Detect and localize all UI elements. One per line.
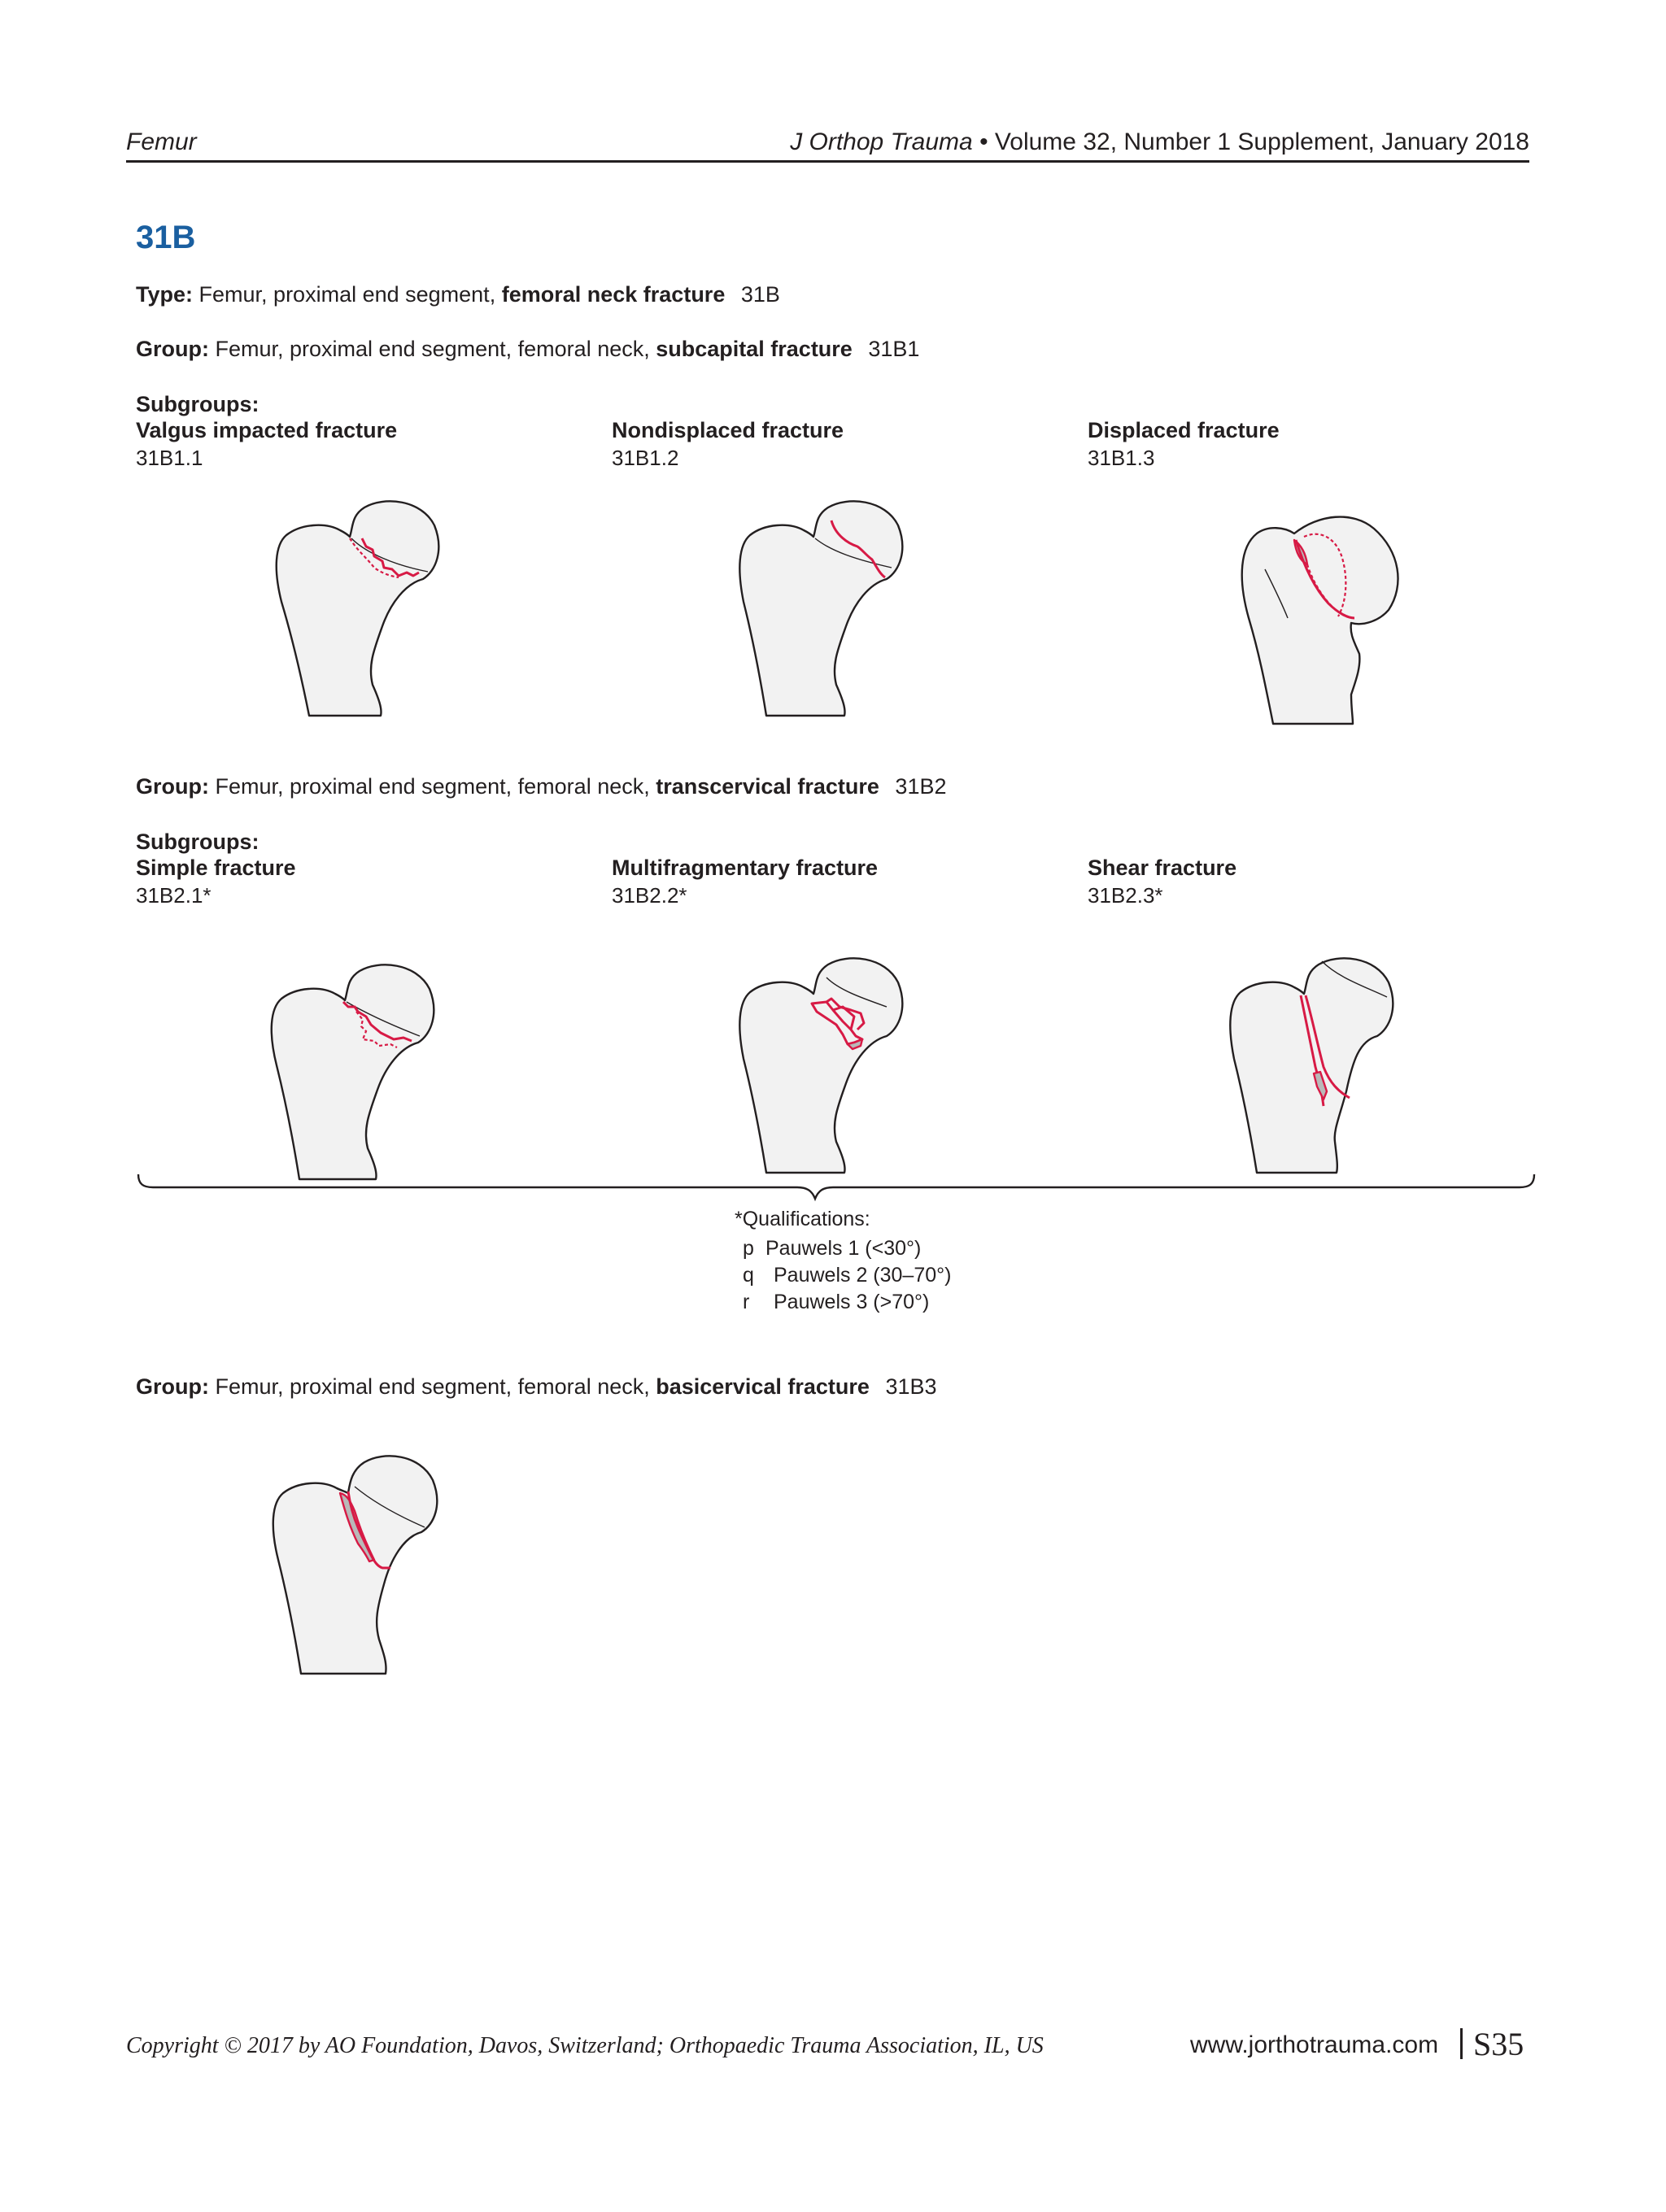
subgroup-code: 31B1.3 bbox=[1088, 446, 1155, 470]
running-header-journal bbox=[790, 128, 1529, 156]
femur-figure-31b2-3 bbox=[1200, 929, 1444, 1173]
section-title: 31B bbox=[136, 220, 196, 255]
group-code: 31B3 bbox=[885, 1374, 937, 1399]
femur-figure-31b1-1 bbox=[244, 472, 488, 716]
qualification-text: Pauwels 2 (30–70°) bbox=[774, 1264, 952, 1287]
type-bold: femoral neck fracture bbox=[501, 282, 726, 307]
subgroup-name: Simple fracture bbox=[136, 856, 296, 880]
subgroup-code: 31B1.2 bbox=[612, 446, 679, 470]
qualification-text: Pauwels 1 (<30°) bbox=[765, 1237, 922, 1260]
type-code: 31B bbox=[740, 282, 780, 307]
group-label: Group: bbox=[136, 774, 209, 799]
journal-issue: Volume 32, Number 1 Supplement, January 2018 bbox=[994, 128, 1529, 155]
subgroup-name: Shear fracture bbox=[1088, 856, 1237, 880]
group-bold: transcervical fracture bbox=[656, 774, 879, 799]
type-label: Type: bbox=[136, 282, 194, 307]
group-line-b3 bbox=[136, 1374, 937, 1400]
page-number: S35 bbox=[1473, 2026, 1524, 2062]
qualification-item bbox=[743, 1289, 951, 1316]
qualifications-list bbox=[743, 1235, 951, 1316]
subgroups-heading-b2: Subgroups: bbox=[136, 830, 259, 854]
footer-url[interactable]: www.jorthotrauma.com bbox=[1190, 2031, 1439, 2058]
group-line-b1 bbox=[136, 337, 919, 362]
header-bullet: • bbox=[979, 128, 988, 155]
femur-figure-31b1-3 bbox=[1200, 480, 1444, 724]
footer-copyright: Copyright © 2017 by AO Foundation, Davos, Switzerland; Orthopaedic Trauma Association, IL, US bbox=[126, 2033, 1044, 2058]
group-code: 31B1 bbox=[868, 337, 920, 361]
qualifications-title: *Qualifications: bbox=[735, 1208, 870, 1230]
qualification-item bbox=[743, 1235, 951, 1262]
group-bold: basicervical fracture bbox=[656, 1374, 870, 1399]
group-text: Femur, proximal end segment, femoral neck, bbox=[215, 1374, 650, 1399]
qualification-letter: r bbox=[743, 1291, 750, 1313]
group-text: Femur, proximal end segment, femoral neck, bbox=[215, 337, 650, 361]
subgroup-name: Valgus impacted fracture bbox=[136, 418, 398, 442]
type-text: Femur, proximal end segment, bbox=[198, 282, 496, 307]
group-code: 31B2 bbox=[895, 774, 947, 799]
femur-figure-31b3 bbox=[244, 1422, 488, 1674]
header-rule bbox=[126, 160, 1529, 163]
subgroup-code: 31B2.3* bbox=[1088, 883, 1163, 908]
femur-figure-31b1-2 bbox=[717, 472, 962, 716]
subgroup-code: 31B2.2* bbox=[612, 883, 687, 908]
group-label: Group: bbox=[136, 337, 209, 361]
subgroup-name: Multifragmentary fracture bbox=[612, 856, 879, 880]
qualification-brace bbox=[137, 1171, 1540, 1204]
qualification-item bbox=[743, 1262, 951, 1289]
femur-figure-31b2-2 bbox=[717, 929, 962, 1173]
subgroup-name: Displaced fracture bbox=[1088, 418, 1280, 442]
subgroup-code: 31B2.1* bbox=[136, 883, 212, 908]
footer-divider bbox=[1460, 2028, 1463, 2059]
type-line bbox=[136, 282, 780, 307]
qualification-text: Pauwels 3 (>70°) bbox=[774, 1291, 930, 1313]
femur-figure-31b2-1 bbox=[244, 935, 488, 1179]
qualification-letter: q bbox=[743, 1264, 754, 1287]
group-bold: subcapital fracture bbox=[656, 337, 853, 361]
subgroup-name: Nondisplaced fracture bbox=[612, 418, 844, 442]
group-line-b2 bbox=[136, 774, 946, 799]
group-label: Group: bbox=[136, 1374, 209, 1399]
running-header-section: Femur bbox=[126, 128, 197, 155]
subgroup-code: 31B1.1 bbox=[136, 446, 203, 470]
subgroups-heading-b1: Subgroups: bbox=[136, 392, 259, 416]
qualification-letter: p bbox=[743, 1237, 754, 1260]
group-text: Femur, proximal end segment, femoral neck, bbox=[215, 774, 650, 799]
journal-name: J Orthop Trauma bbox=[790, 128, 973, 155]
